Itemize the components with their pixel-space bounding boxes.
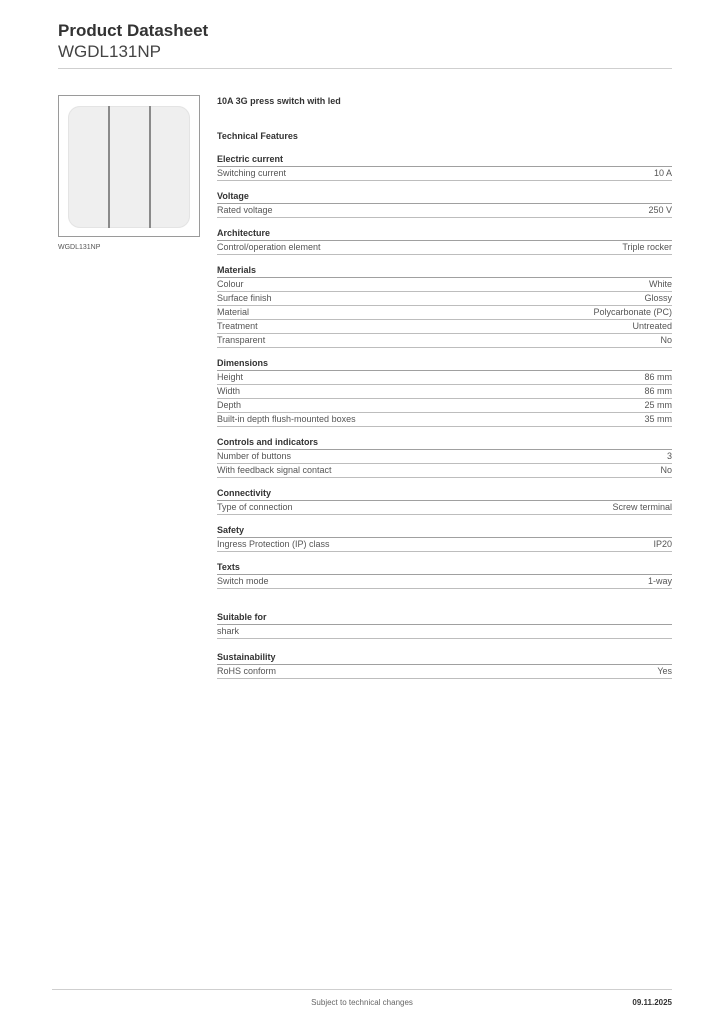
spec-row: [217, 501, 672, 515]
section-safety: [217, 525, 672, 552]
spec-row: [217, 399, 672, 413]
spec-label: Switching current: [217, 168, 287, 178]
spec-row: [217, 625, 672, 639]
spec-row: [217, 464, 672, 478]
spec-value: No: [660, 465, 672, 475]
section-title: Suitable for: [217, 612, 672, 625]
spec-value: 10 A: [653, 168, 672, 178]
spec-row: [217, 450, 672, 464]
spec-value: Yes: [657, 666, 672, 676]
spec-row: [217, 385, 672, 399]
section-title: Electric current: [217, 154, 672, 167]
spec-label: Transparent: [217, 335, 266, 345]
spec-value: Glossy: [644, 293, 672, 303]
spec-value: No: [660, 335, 672, 345]
spec-row: [217, 371, 672, 385]
spec-label: RoHS conform: [217, 666, 277, 676]
spec-value: Polycarbonate (PC): [593, 307, 672, 317]
section-controls-indicators: [217, 437, 672, 478]
spec-label: Number of buttons: [217, 451, 292, 461]
spec-label: With feedback signal contact: [217, 465, 332, 475]
spec-row: [217, 538, 672, 552]
spec-value: IP20: [653, 539, 672, 549]
spec-label: Type of connection: [217, 502, 293, 512]
section-voltage: [217, 191, 672, 218]
datasheet-header: [58, 20, 672, 62]
spec-row: [217, 575, 672, 589]
header-divider: [58, 68, 672, 69]
section-title: Connectivity: [217, 488, 672, 501]
section-sustainability: [217, 652, 672, 679]
spec-label: Width: [217, 386, 241, 396]
spec-value: 86 mm: [644, 372, 672, 382]
spec-row: [217, 241, 672, 255]
technical-features-heading: Technical Features: [217, 131, 298, 141]
section-title: Sustainability: [217, 652, 672, 665]
spec-label: Height: [217, 372, 244, 382]
product-code: WGDL131NP: [58, 42, 161, 61]
spec-value: 1-way: [647, 576, 672, 586]
section-title: Texts: [217, 562, 672, 575]
spec-row: [217, 320, 672, 334]
spec-label: Material: [217, 307, 250, 317]
section-title: Architecture: [217, 228, 672, 241]
section-architecture: [217, 228, 672, 255]
section-title: Controls and indicators: [217, 437, 672, 450]
rocker-divider: [149, 106, 151, 228]
page-title: Product Datasheet: [58, 21, 209, 40]
section-dimensions: [217, 358, 672, 427]
spec-value: 35 mm: [644, 414, 672, 424]
spec-label: Control/operation element: [217, 242, 321, 252]
spec-row: [217, 204, 672, 218]
spec-value: 86 mm: [644, 386, 672, 396]
spec-row: [217, 278, 672, 292]
spec-label: Ingress Protection (IP) class: [217, 539, 330, 549]
spec-content: [217, 95, 672, 689]
spec-value: 3: [666, 451, 672, 461]
spec-label: Rated voltage: [217, 205, 273, 215]
product-image-frame: [58, 95, 200, 237]
spec-value: Screw terminal: [612, 502, 672, 512]
product-image-caption: WGDL131NP: [58, 244, 101, 251]
triple-rocker-switch-image: [68, 106, 190, 228]
spec-value: White: [648, 279, 672, 289]
section-materials: [217, 265, 672, 348]
section-connectivity: [217, 488, 672, 515]
section-title: Dimensions: [217, 358, 672, 371]
section-texts: [217, 562, 672, 589]
spec-row: [217, 334, 672, 348]
rocker-divider: [108, 106, 110, 228]
spec-value: Triple rocker: [622, 242, 672, 252]
spec-row: [217, 306, 672, 320]
spec-value: 25 mm: [644, 400, 672, 410]
footer-divider: [52, 989, 672, 990]
spec-label: Surface finish: [217, 293, 272, 303]
spec-label: Colour: [217, 279, 244, 289]
footer-date: 09.11.2025: [632, 998, 672, 1007]
spec-value: 250 V: [648, 205, 672, 215]
section-title: Voltage: [217, 191, 672, 204]
spec-label: Treatment: [217, 321, 258, 331]
spec-row: [217, 413, 672, 427]
spec-label: Switch mode: [217, 576, 269, 586]
spec-value: Untreated: [632, 321, 672, 331]
section-title: Materials: [217, 265, 672, 278]
spec-label: Built-in depth flush-mounted boxes: [217, 414, 356, 424]
spec-row: [217, 292, 672, 306]
footer-note: Subject to technical changes: [311, 998, 413, 1007]
section-suitable-for: [217, 612, 672, 639]
spec-row: [217, 665, 672, 679]
section-title: Safety: [217, 525, 672, 538]
section-electric-current: [217, 154, 672, 181]
spec-label: Depth: [217, 400, 242, 410]
spec-label: shark: [217, 626, 240, 636]
product-name: 10A 3G press switch with led: [217, 96, 341, 106]
spec-row: [217, 167, 672, 181]
